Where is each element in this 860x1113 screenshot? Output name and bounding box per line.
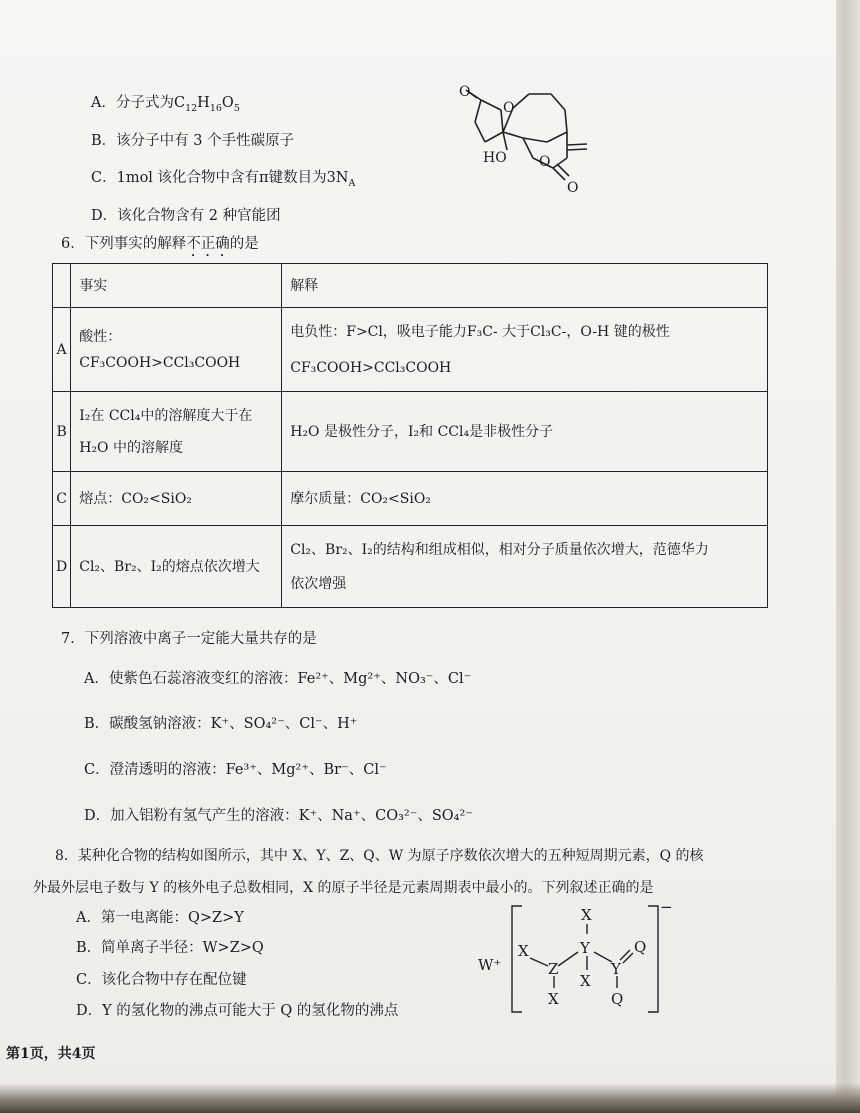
table-header-explain: 解释 [282,264,768,308]
q8-atom-x-left: X [518,942,529,960]
page-footer: 第1页，共4页 [6,1046,96,1062]
table-row [53,308,768,392]
q8-stem-line2: 外最外层电子数与 Y 的核外电子总数相同，X 的原子半径是元素周期表中最小的。下列叙述正确的是 [33,880,654,896]
q5-carbonyl-o1: O [459,84,471,100]
q8-compound-structure [470,900,690,1018]
row-explain: 电负性：F>Cl，吸电子能力F₃C- 大于Cl₃C-，O-H 键的极性 CF₃COOH>CCl₃COOH [282,308,768,392]
row-explain: 摩尔质量：CO₂<SiO₂ [282,472,768,526]
q7-stem: 7．下列溶液中离子一定能大量共存的是 [61,631,317,647]
q8-cation-w: W⁺ [478,956,502,974]
q5-ring-o2: O [539,154,551,170]
q8-atom-x-under-z: X [548,990,559,1008]
row-fact: Cl₂、Br₂、I₂的熔点依次增大 [71,526,282,608]
page-edge-bottom [0,1083,860,1113]
q8-atom-q-double: Q [634,938,647,956]
q8-option-d: D．Y 的氢化物的沸点可能大于 Q 的氢化物的沸点 [76,1003,399,1019]
row-fact: I₂在 CCl₄中的溶解度大于在 H₂O 中的溶解度 [71,392,282,472]
q5-option-d: D．该化合物含有 2 种官能团 [91,208,281,224]
row-letter: B [53,392,71,472]
q5-hydroxyl: HO [483,150,507,166]
row-letter: C [53,472,71,526]
q8-stem-line1: 8．某种化合物的结构如图所示，其中 X、Y、Z、Q、W 为原子序数依次增大的五种短周期元素，Q 的核 [55,848,704,864]
q6-stem: 6．下列事实的解释不正确的是 [61,236,259,252]
q6-facts-table [52,263,768,608]
row-letter: A [53,308,71,392]
q5-option-b: B．该分子中有 3 个手性碳原子 [91,133,295,149]
q5-option-c: C．1mol 该化合物中含有π键数目为$3N_A$ [91,170,356,189]
row-explain: Cl₂、Br₂、I₂的结构和组成相似，相对分子质量依次增大，范德华力 依次增强 [282,526,768,608]
q5-molecule-structure [455,84,755,204]
q8-atom-x-top: X [581,906,592,924]
q5-ring-o1: O [503,100,515,116]
row-explain: H₂O 是极性分子，I₂和 CCl₄是非极性分子 [282,392,768,472]
q8-anion-charge: − [660,900,673,916]
q7-option-d: D．加入铝粉有氢气产生的溶液：K⁺、Na⁺、CO₃²⁻、SO₄²⁻ [84,808,473,824]
table-header-row [53,264,768,308]
row-letter: D [53,526,71,608]
row-fact: 熔点：CO₂<SiO₂ [71,472,282,526]
q5-carbonyl-o2: O [567,180,579,196]
q8-option-c: C．该化合物中存在配位键 [76,972,247,988]
q8-atom-x-under-y: X [580,972,591,990]
q7-option-a: A．使紫色石蕊溶液变红的溶液：Fe²⁺、Mg²⁺、NO₃⁻、Cl⁻ [84,671,472,687]
table-row [53,526,768,608]
page-edge-right [836,0,860,1113]
q8-atom-y-center: Y [580,939,590,957]
q8-atom-y-right: Y [611,960,621,978]
q8-option-b: B．简单离子半径：W>Z>Q [76,940,264,956]
q8-atom-z: Z [548,960,559,978]
table-row [53,392,768,472]
table-corner-cell [53,264,71,308]
q8-atom-q-bottom: Q [611,990,624,1008]
table-row [53,472,768,526]
q5-option-a: A．分子式为$C_{12}H_{16}O_5$ [91,95,240,114]
q8-option-a: A．第一电离能：Q>Z>Y [76,910,244,926]
q7-option-c: C．澄清透明的溶液：Fe³⁺、Mg²⁺、Br⁻、Cl⁻ [84,762,387,778]
table-header-fact: 事实 [71,264,282,308]
q7-option-b: B．碳酸氢钠溶液：K⁺、SO₄²⁻、Cl⁻、H⁺ [84,716,358,732]
row-fact: 酸性：CF₃COOH>CCl₃COOH [71,308,282,392]
